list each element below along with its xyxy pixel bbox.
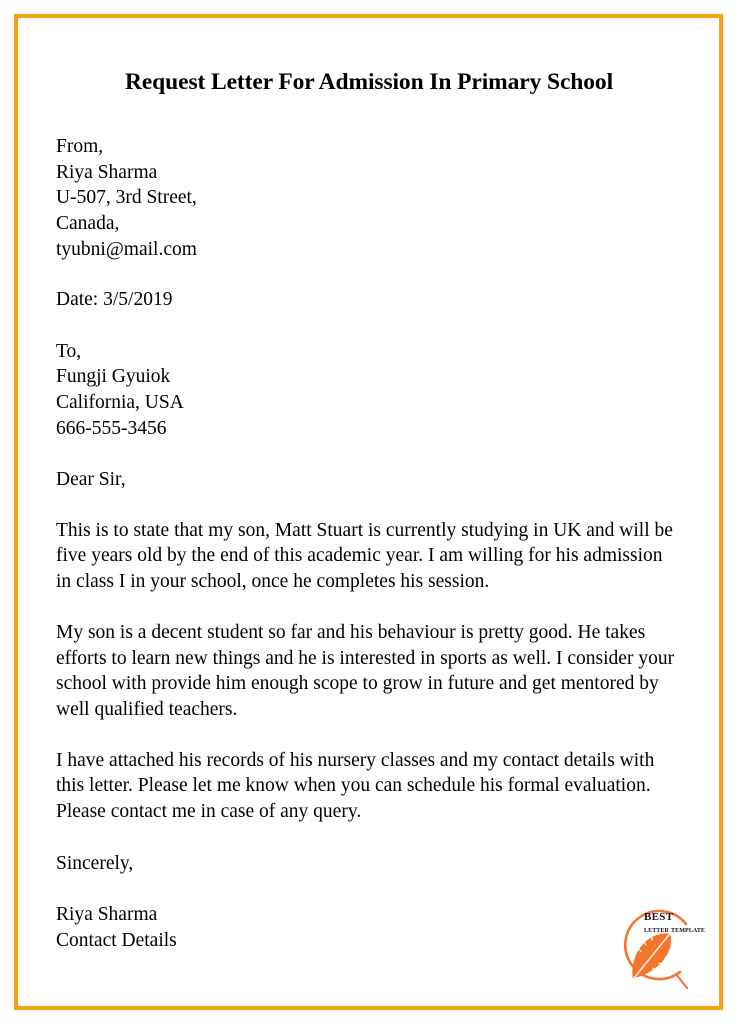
- recipient-location: California, USA: [56, 391, 184, 413]
- body-paragraph-1: This is to state that my son, Matt Stuart is currently studying in UK and will be five years old by the end of this academic year. I am willing for his admission in class I in your school, once he completes his session.: [56, 519, 673, 593]
- logo-text-group: [644, 908, 724, 935]
- recipient-to-label: To,: [56, 340, 82, 362]
- brand-logo: [608, 898, 706, 990]
- sender-country: Canada,: [56, 212, 120, 234]
- body-paragraph-3: I have attached his records of his nursery classes and my contact details with this letter. Please let me know when you can schedule his formal evaluation. Please contact me in case of any query.: [56, 749, 655, 823]
- sender-email: tyubni@mail.com: [56, 238, 197, 260]
- signature-name: Riya Sharma: [56, 904, 158, 926]
- letter-content: [56, 36, 682, 986]
- body-paragraph-2: My son is a decent student so far and his behaviour is pretty good. He takes efforts to learn new things and he is interested in sports as well. I consider your school with provide him enough scope to grow in future and get mentored by well qualified teachers.: [56, 621, 675, 720]
- sender-from-label: From,: [56, 136, 104, 158]
- closing-line: Sincerely,: [56, 852, 134, 874]
- page-title: Request Letter For Admission In Primary School: [124, 69, 614, 95]
- letter-date: Date: 3/5/2019: [56, 289, 173, 311]
- recipient-address-block: [56, 339, 682, 441]
- recipient-phone: 666-555-3456: [56, 417, 167, 439]
- signature-contact: Contact Details: [56, 929, 177, 951]
- sender-address-block: [56, 134, 682, 262]
- sender-name: Riya Sharma: [56, 161, 158, 183]
- signature-block: [56, 902, 682, 953]
- sender-street: U-507, 3rd Street,: [56, 187, 197, 209]
- recipient-name: Fungji Gyuiok: [56, 366, 171, 388]
- logo-tagline: letter template: [644, 925, 706, 934]
- logo-brand-name: best: [644, 907, 674, 924]
- salutation: Dear Sir,: [56, 469, 126, 491]
